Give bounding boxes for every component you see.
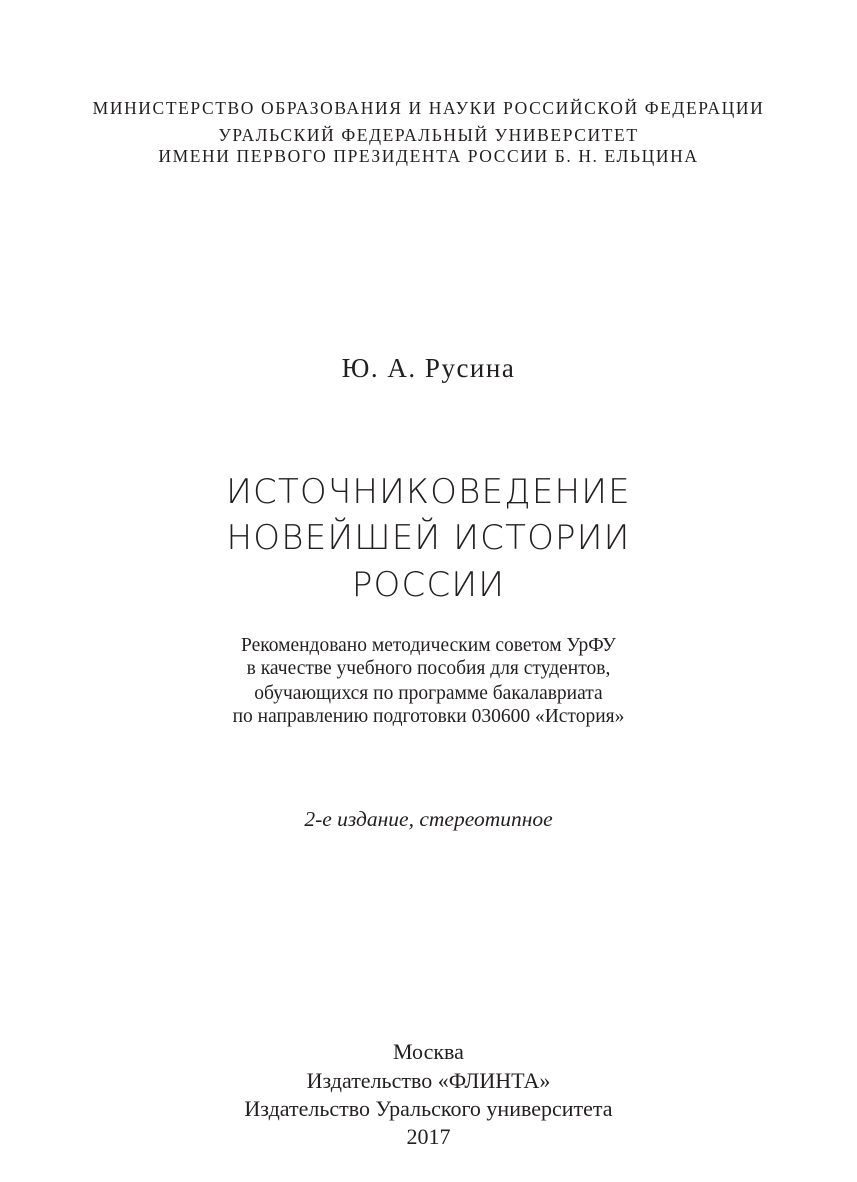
recommendation-line-3: обучающихся по программе бакалавриата [254,683,603,704]
book-title-line-1: ИСТОЧНИКОВЕДЕНИЕ [226,472,631,512]
recommendation-line-1: Рекомендовано методическим советом УрФУ [241,635,616,656]
university-name-continued: ИМЕНИ ПЕРВОГО ПРЕЗИДЕНТА РОССИИ Б. Н. ЕЛЬЦИНА [158,146,699,166]
imprint-city: Москва [393,1039,464,1064]
author-name: Ю. А. Русина [341,353,516,383]
imprint-publisher-1: Издательство «ФЛИНТА» [306,1068,551,1093]
book-title-line-3: РОССИИ [351,565,506,605]
edition-note: 2-е издание, стереотипное [304,807,553,831]
recommendation-line-2: в качестве учебного пособия для студентов, [246,658,611,679]
ministry-name: МИНИСТЕРСТВО ОБРАЗОВАНИЯ И НАУКИ РОССИЙСКОЙ ФЕДЕРАЦИИ [92,98,765,118]
imprint-publisher-2: Издательство Уральского университета [244,1096,613,1121]
recommendation-line-4: по направлению подготовки 030600 «История» [232,706,625,727]
imprint-year: 2017 [406,1124,451,1149]
university-name: УРАЛЬСКИЙ ФЕДЕРАЛЬНЫЙ УНИВЕРСИТЕТ [218,125,639,145]
book-title-line-2: НОВЕЙШЕЙ ИСТОРИИ [226,518,631,558]
